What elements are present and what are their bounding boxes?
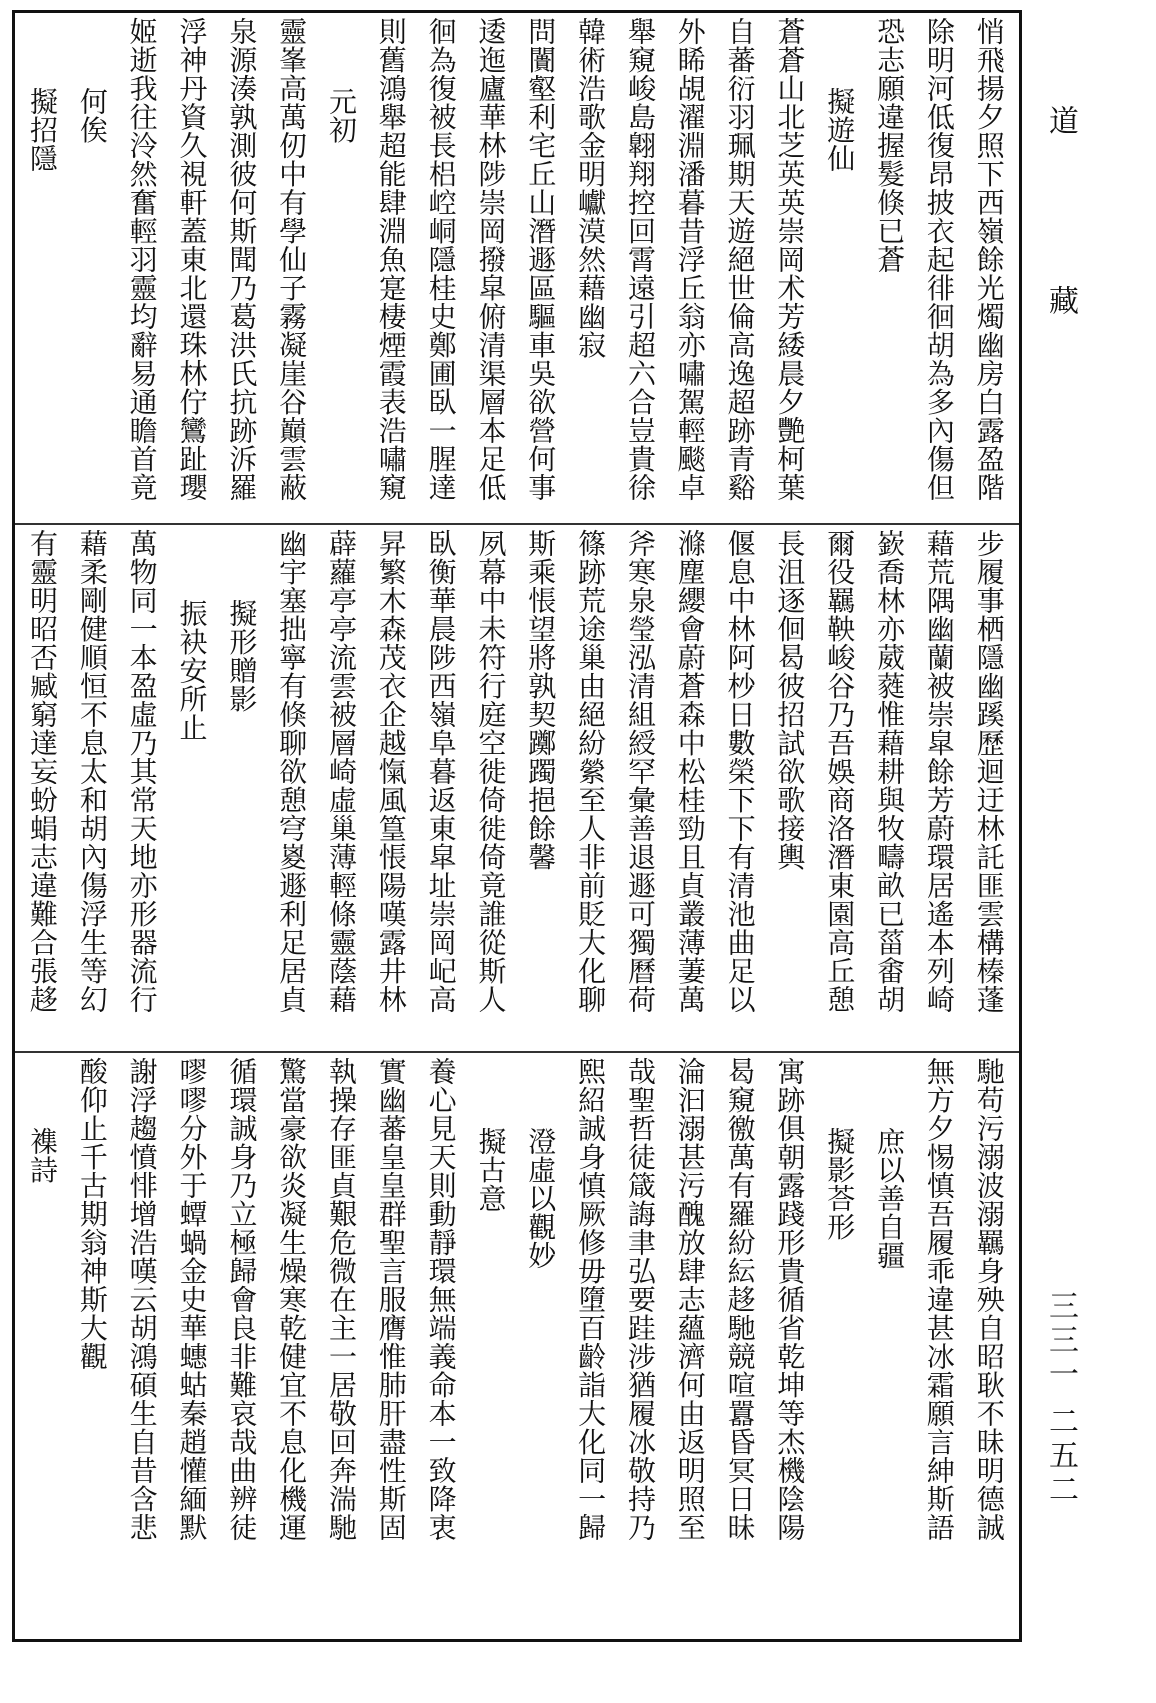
text-column: 曷窺徼萬有羅紛紜趍馳競喧囂昏冥日昧	[723, 1057, 757, 1542]
text-column: 悄飛揚夕照下西嶺餘光燭幽房白露盈階	[972, 17, 1006, 502]
text-column: 自蕃衍羽珮期天遊絕世倫高逸超跡青谿	[723, 17, 757, 502]
text-column: 韓術浩歌金明巘漠然藉幽寂	[574, 17, 608, 359]
text-column: 外睎覘濯淵潘暮昔浮丘翁亦嘯駕輕颷卓	[673, 17, 707, 502]
text-column: 則舊鴻舉超能肆淵魚寔棲煙霞表浩嘯窺	[374, 17, 408, 502]
text-column: 擬遊仙	[823, 87, 857, 173]
page-frame	[12, 10, 1022, 1642]
text-column: 舉窺峻島翺翔控回霄遠引超六合豈貴徐	[623, 17, 657, 502]
text-column: 酸仰止千古期翁神斯大觀	[75, 1057, 109, 1371]
text-column: 姬逝我往泠然奮輕羽靈均辭易通瞻首竟	[125, 17, 159, 502]
text-column: 嶔喬林亦葳蕤惟藉耕與牧疇畝已菑畬胡	[873, 529, 907, 1014]
text-column: 澄虛以觀妙	[524, 1127, 558, 1270]
text-column: 寓跡俱朝露踐形貴循省乾坤等杰機陰陽	[773, 1057, 807, 1542]
text-column: 馳苟污溺波溺羈身殃自昭耿不昧明德誠	[972, 1057, 1006, 1542]
text-column: 擬影荅形	[823, 1127, 857, 1241]
text-column: 實幽蕃皇皇群聖言服膺惟肺肝盡性斯固	[374, 1057, 408, 1542]
text-column: 臥衡華晨陟西嶺阜暮返東皐址崇岡屺高	[424, 529, 458, 1014]
page-number: 三三一 二五二	[1043, 1290, 1078, 1508]
text-column: 靈峯高萬仞中有學仙子霧凝崖谷巔雲蔽	[275, 17, 309, 502]
text-column: 擬招隱	[26, 87, 59, 173]
text-column: 萬物同一本盈虛乃其常天地亦形器流行	[125, 529, 159, 1014]
text-column: 斧寒泉瑩泓清組綬罕彙善退遯可獨曆荷	[623, 529, 657, 1014]
text-column: 循環誠身乃立極歸會良非難哀哉曲辨徒	[225, 1057, 259, 1542]
text-column: 擬形贈影	[225, 599, 259, 713]
text-column: 驚當豪欲炎凝生燥寒乾健宜不息化機運	[275, 1057, 309, 1542]
text-column: 謝浮趨憤悱增浩嘆云胡鴻碩生自昔含悲	[125, 1057, 159, 1542]
text-column: 偃息中林阿杪日數榮下下有清池曲足以	[723, 529, 757, 1014]
text-column: 庶以善自疆	[873, 1127, 907, 1270]
text-column: 薜蘿亭亭流雲被層崎虛巢薄輕條靈蔭藉	[324, 529, 358, 1014]
text-column: 養心見天則動靜環無端義命本一致降衷	[424, 1057, 458, 1542]
text-column: 執操存匪貞艱危微在主一居敬回奔湍馳	[324, 1057, 358, 1542]
canon-label-2: 藏	[1043, 285, 1078, 315]
text-column: 除明河低復昂披衣起徘徊胡為多內傷但	[922, 17, 956, 502]
text-column: 徊為復被長梠崆峒隱桂史鄭圃臥一腥達	[424, 17, 458, 502]
text-column: 有靈明昭否臧窮達妄蚡蜎志違難合張趍	[26, 529, 59, 1014]
text-column: 泉源湊孰測彼何斯聞乃葛洪氏抗跡泝羅	[225, 17, 259, 502]
text-column: 何俟	[75, 87, 109, 144]
register-middle	[15, 523, 1019, 1051]
text-column: 藉柔剛健順恒不息太和胡內傷浮生等幻	[75, 529, 109, 1014]
text-column: 逶迤廬華林陟崇岡撥皐俯清渠層本足低	[474, 17, 508, 502]
canon-label-1: 道	[1043, 105, 1078, 135]
text-column: 擬古意	[474, 1127, 508, 1213]
text-column: 步履事栖隱幽蹊歷迴迂林託匪雲構榛蓬	[972, 529, 1006, 1014]
text-column: 藉荒隅幽蘭被崇皐餘芳蔚環居遙本列崎	[922, 529, 956, 1014]
text-column: 蒼蒼山北芝英英崇岡术芳緌晨夕艷柯葉	[773, 17, 807, 502]
text-column: 襍詩	[26, 1127, 59, 1184]
text-column: 問闠壑利宅丘山潛遯區驅車吳欲營何事	[524, 17, 558, 502]
text-column: 淪汩溺甚污醜放肆志蘊濟何由返明照至	[673, 1057, 707, 1542]
text-column: 嘐嘐分外于蟫蝸金史華蟪蛄秦趙懽緬默	[175, 1057, 209, 1542]
text-column: 無方夕惕慎吾履乖違甚冰霜願言紳斯語	[922, 1057, 956, 1542]
text-column: 恐志願違握髮倏已蒼	[873, 17, 907, 274]
text-column: 元初	[324, 87, 358, 144]
text-column: 熙紹誠身慎厥修毋墮百齡詣大化同一歸	[574, 1057, 608, 1542]
text-column: 滌塵纓會蔚蒼森中松桂勁且貞叢薄萋萬	[673, 529, 707, 1014]
register-top	[15, 13, 1019, 523]
text-column: 長沮逐佪曷彼招試欲歌接輿	[773, 529, 807, 871]
text-column: 浮神丹資久視軒蓋東北還珠林佇鸞趾瓔	[175, 17, 209, 502]
text-column: 夙幕中未符行庭空徙倚徙倚竟誰從斯人	[474, 529, 508, 1014]
text-column: 斯乘悵望將孰契躑躅挹餘馨	[524, 529, 558, 871]
text-column: 振袂安所止	[175, 599, 209, 742]
text-column: 幽宇塞拙寧有倏聊欲憩穹嵏遯利足居貞	[275, 529, 309, 1014]
text-column: 篠跡荒途巢由絕紛縈至人非前貶大化聊	[574, 529, 608, 1014]
text-column: 哉聖哲徒箴誨聿弘要跬涉猶履冰敬持乃	[623, 1057, 657, 1542]
text-column: 昇繁木森茂衣企越愾風篁悵陽嘆露井林	[374, 529, 408, 1014]
register-bottom	[15, 1051, 1019, 1639]
text-column: 爾役羈鞅峻谷乃吾娛商洛潛東園高丘憩	[823, 529, 857, 1014]
